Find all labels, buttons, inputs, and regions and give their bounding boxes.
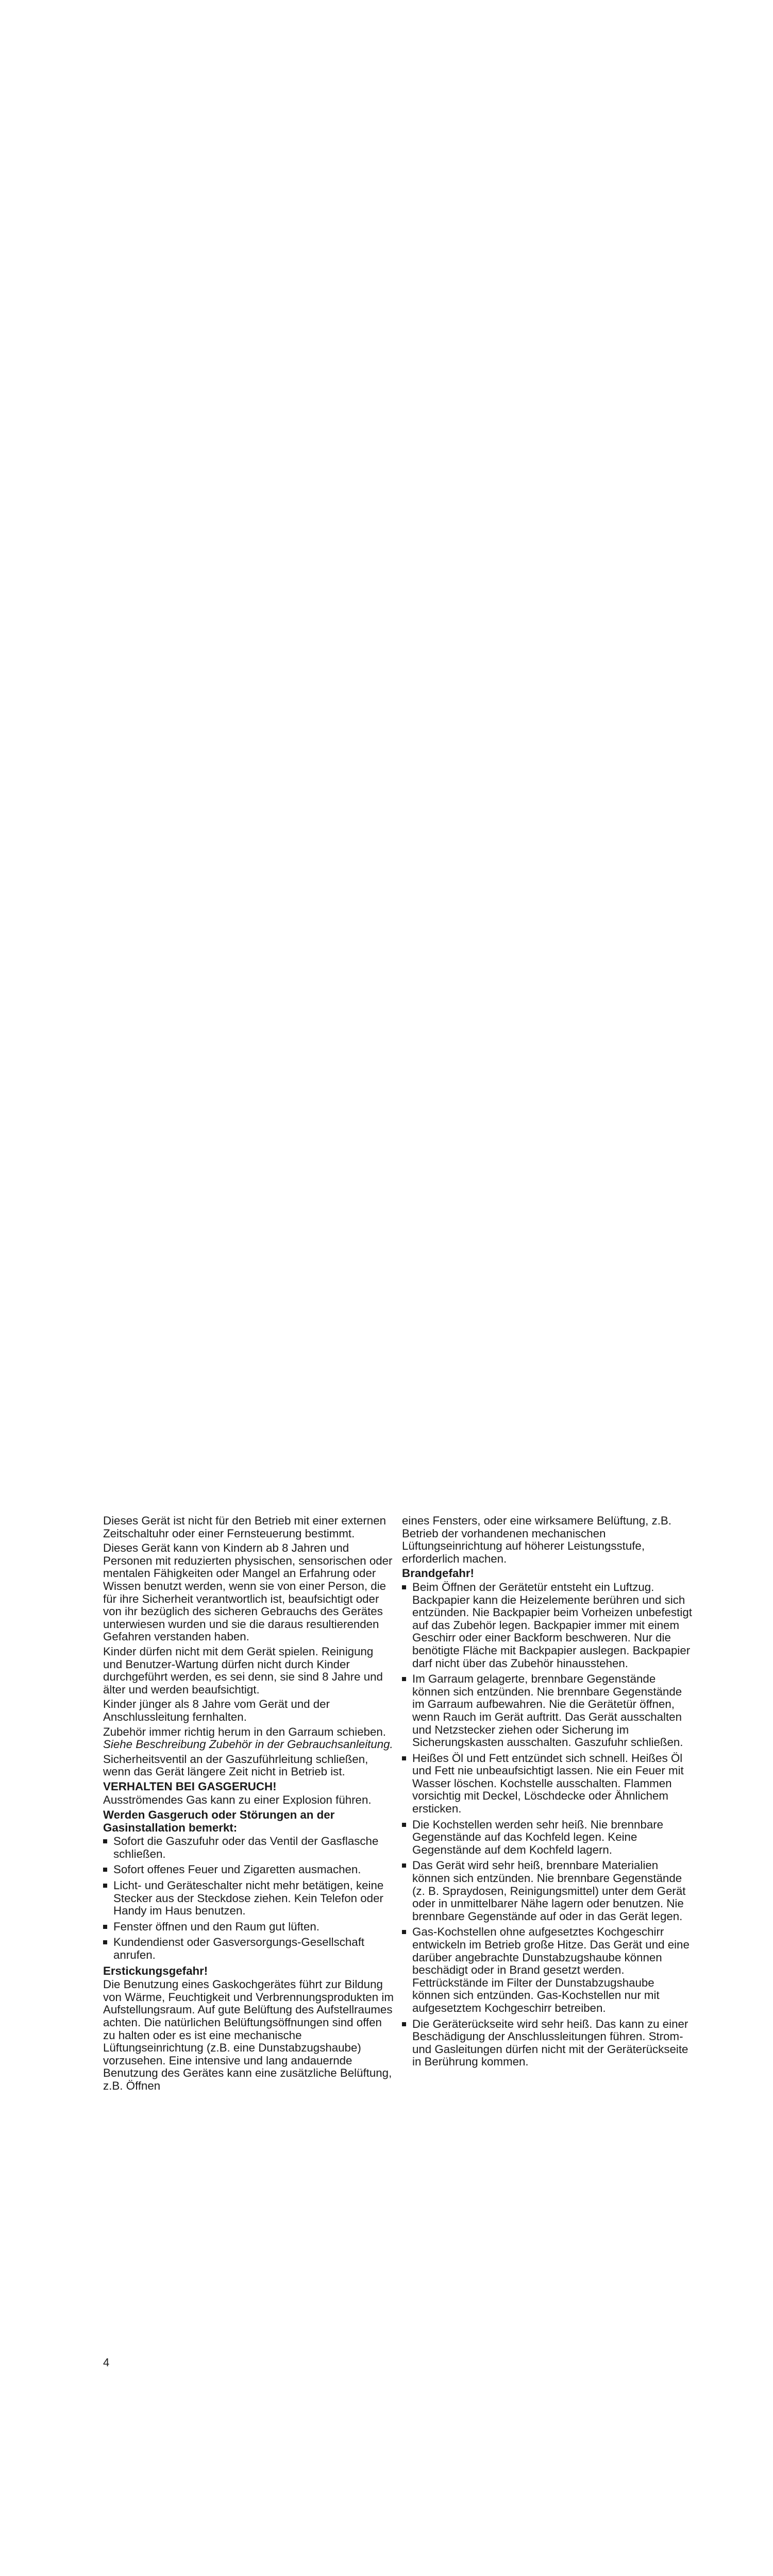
list-item	[402, 1581, 693, 1670]
bullet-icon	[402, 2022, 406, 2026]
accessories-reference: Siehe Beschreibung Zubehör in der Gebrauchsanleitung.	[103, 1738, 393, 1751]
list-item-text: Beim Öffnen der Gerätetür entsteht ein Luftzug. Backpapier kann die Heizelemente berühren und sich entzünden. Nie Backpapier beim Vorheizen unbefestigt auf das Zubehör legen. Backpapier immer mit einem Geschirr oder einer Backform beschweren. Nur die benötigte Fläche mit Backpapier auslegen. Backpapier darf nicht über das Zubehör hinausstehen.	[412, 1580, 692, 1670]
heading-suffocation: Erstickungsgefahr!	[103, 1964, 208, 1977]
bullet-icon	[402, 1863, 406, 1868]
list-item-text: Gas-Kochstellen ohne aufgesetztes Kochgeschirr entwickeln im Betrieb große Hitze. Das Gerät und eine darüber angebrachte Dunstabzugshaube können beschädigt oder in Brand gesetzt werden. Fettrückstände im Filter der Dunstabzugshaube können sich entzünden. Gas-Kochstellen nur mit aufgesetztem Kochgeschirr betreiben.	[412, 1925, 690, 2014]
list-item-text: Im Garraum gelagerte, brennbare Gegenstände können sich entzünden. Nie brennbare Gegenstände im Garraum aufbewahren. Nie die Gerätetür öffnen, wenn Rauch im Gerät auftritt. Das Gerät ausschalten und Netzstecker ziehen oder Sicherung im Sicherungskasten ausschalten. Gaszufuhr schließen.	[412, 1672, 683, 1749]
accessories-text: Zubehör immer richtig herum in den Garraum schieben.	[103, 1725, 386, 1738]
list-item	[402, 1926, 693, 2014]
list-item	[103, 1879, 394, 1918]
list-item-text: Heißes Öl und Fett entzündet sich schnell. Heißes Öl und Fett nie unbeaufsichtigt lassen. Nie ein Feuer mit Wasser löschen. Kochstelle ausschalten. Flammen vorsichtig mit Deckel, Löschdecke oder Ähnlichem ersticken.	[412, 1751, 684, 1816]
paragraph-ventilation: Die Benutzung eines Gaskochgerätes führt zur Bildung von Wärme, Feuchtigkeit und Verbrennungsprodukten im Aufstellungsraum. Auf gute Belüftung des Aufstellraumes achten. Die natürlichen Belüftungsöffnungen sind offen zu halten oder es ist eine mechanische Lüftungseinrichtung (z.B. eine Dunstabzugshaube) vorzusehen. Eine intensive und lang andauernde Benutzung des Gerätes kann eine zusätzliche Belüftung, z.B. Öffnen	[103, 1978, 394, 2092]
paragraph-gas-explosion: Ausströmendes Gas kann zu einer Explosion führen.	[103, 1793, 372, 1807]
list-item-text: Sofort offenes Feuer und Zigaretten ausmachen.	[113, 1863, 361, 1876]
list-item-text: Fenster öffnen und den Raum gut lüften.	[113, 1920, 320, 1933]
right-column	[402, 1515, 693, 2072]
paragraph-children-play: Kinder dürfen nicht mit dem Gerät spielen. Reinigung und Benutzer-Wartung dürfen nicht durch Kinder durchgeführt werden, es sei denn, sie sind 8 Jahre und älter und werden beaufsichtigt.	[103, 1645, 383, 1696]
bullet-icon	[402, 1823, 406, 1827]
heading-gas-smell: VERHALTEN BEI GASGERUCH!	[103, 1780, 277, 1793]
heading-gas-noticed: Werden Gasgeruch oder Störungen an der Gasinstallation bemerkt:	[103, 1808, 335, 1834]
list-item-text: Die Geräterückseite wird sehr heiß. Das kann zu einer Beschädigung der Anschlussleitungen führen. Strom- und Gasleitungen dürfen nicht mit der Geräterückseite in Berührung kommen.	[412, 2017, 688, 2069]
list-item	[402, 1673, 693, 1749]
list-item	[103, 1835, 394, 1860]
list-item	[402, 1752, 693, 1816]
bullet-icon	[103, 1839, 107, 1843]
bullet-icon	[402, 1585, 406, 1589]
fire-hazard-list	[402, 1581, 693, 2069]
list-item-text: Kundendienst oder Gasversorgungs-Gesellschaft anrufen.	[113, 1936, 365, 1961]
list-item	[402, 1859, 693, 1923]
bullet-icon	[402, 1677, 406, 1681]
list-item	[103, 1936, 394, 1961]
list-item	[103, 1863, 394, 1876]
page-number: 4	[103, 2356, 110, 2369]
heading-fire-hazard: Brandgefahr!	[402, 1567, 474, 1580]
bullet-icon	[402, 1930, 406, 1934]
list-item-text: Das Gerät wird sehr heiß, brennbare Materialien können sich entzünden. Nie brennbare Gegenstände (z. B. Spraydosen, Reinigungsmittel) unter dem Gerät oder in unmittelbarer Nähe lagern oder benutzen. Nie brennbare Gegenstände auf oder in das Gerät legen.	[412, 1859, 686, 1923]
list-item-text: Die Kochstellen werden sehr heiß. Nie brennbare Gegenstände auf das Kochfeld legen. Keine Gegenstände auf dem Kochfeld lagern.	[412, 1818, 664, 1856]
list-item-text: Sofort die Gaszufuhr oder das Ventil der Gasflasche schließen.	[113, 1835, 379, 1860]
gas-action-list	[103, 1835, 394, 1961]
bullet-icon	[103, 1925, 107, 1929]
paragraph-accessories	[103, 1726, 394, 1751]
paragraph-safety-valve: Sicherheitsventil an der Gaszuführleitung schließen, wenn das Gerät längere Zeit nicht in Betrieb ist.	[103, 1752, 368, 1778]
list-item-text: Licht- und Geräteschalter nicht mehr betätigen, keine Stecker aus der Steckdose ziehen. Kein Telefon oder Handy im Haus benutzen.	[113, 1879, 384, 1918]
paragraph-children-supervision: Dieses Gerät kann von Kindern ab 8 Jahren und Personen mit reduzierten physischen, sensorischen oder mentalen Fähigkeiten oder Mangel an Erfahrung oder Wissen benutzt werden, wenn sie von einer Person, die für ihre Sicherheit verantwortlich ist, beaufsichtigt oder von ihr bezüglich des sicheren Gebrauchs des Gerätes unterwiesen wurden und sie die daraus resultierenden Gefahren verstanden haben.	[103, 1541, 393, 1643]
list-item	[103, 1921, 394, 1934]
paragraph-children-under-8: Kinder jünger als 8 Jahre vom Gerät und der Anschlussleitung fernhalten.	[103, 1698, 330, 1723]
list-item	[402, 2018, 693, 2069]
paragraph-ventilation-cont: eines Fensters, oder eine wirksamere Belüftung, z.B. Betrieb der vorhandenen mechanischen Lüftungseinrichtung auf höherer Leistungsstufe, erforderlich machen.	[402, 1514, 671, 1565]
list-item	[402, 1819, 693, 1857]
bullet-icon	[103, 1868, 107, 1872]
bullet-icon	[402, 1756, 406, 1760]
paragraph-timer: Dieses Gerät ist nicht für den Betrieb mit einer externen Zeitschaltuhr oder einer Fernsteuerung bestimmt.	[103, 1514, 386, 1540]
left-column	[103, 1515, 394, 2095]
bullet-icon	[103, 1940, 107, 1944]
bullet-icon	[103, 1884, 107, 1888]
